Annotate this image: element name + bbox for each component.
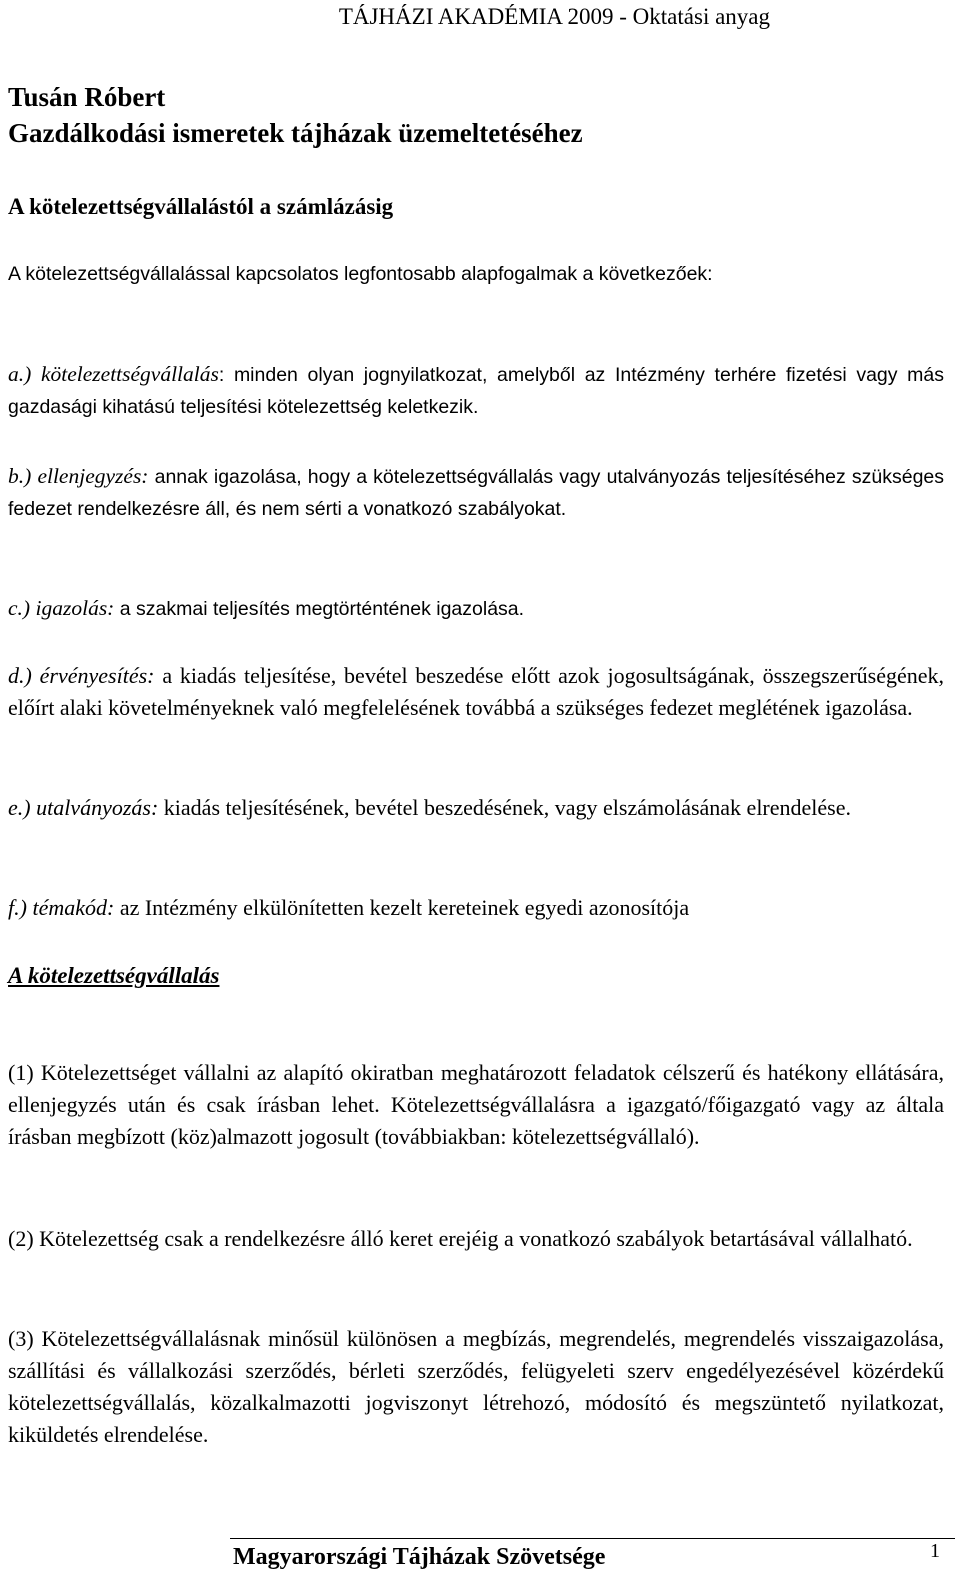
definition-term: érvényesítés: [39, 663, 155, 688]
intro-paragraph: A kötelezettségvállalással kapcsolatos legfontosabb alapfogalmak a következőek: [8, 263, 713, 285]
definition-text: az Intézmény elkülönítetten kezelt kereteinek egyedi azonosítója [114, 895, 690, 920]
footer-divider [230, 1538, 955, 1539]
definition-label: f.) [8, 895, 27, 920]
definition-b [8, 460, 944, 525]
definition-text: minden olyan jognyilatkozat, amelyből az Intézmény terhére fizetési vagy más gazdasági kihatású teljesítési kötelezettség keletkezik. [8, 364, 944, 418]
section-heading: A kötelezettségvállalás [8, 963, 220, 988]
definition-text: kiadás teljesítésének, bevétel beszedésének, vagy elszámolásának elrendelése. [158, 795, 851, 820]
definition-text: annak igazolása, hogy a kötelezettségvállalás vagy utalványozás teljesítéséhez szükséges fedezet rendelkezésre áll, és nem sérti a vonatkozó szabályokat. [8, 466, 945, 520]
definition-term: ellenjegyzés: [37, 464, 149, 488]
paragraph-1: (1) Kötelezettséget vállalni az alapító okiratban meghatározott feladatok célszerű és hatékony ellátására, ellenjegyzés után és csak írásban lehet. Kötelezettségvállalásra a igazgató/főigazgató vagy az általa írásban megbízott (köz)almazott jogosult (továbbiakban: kötelezettségvállaló). [8, 1060, 944, 1149]
page-number: 1 [930, 1540, 940, 1562]
definition-label: d.) [8, 663, 32, 688]
definition-term: utalványozás: [36, 795, 159, 820]
definition-term: témakód: [32, 895, 115, 920]
definition-label: b.) [8, 464, 32, 488]
definition-c [8, 592, 944, 625]
definition-a [8, 358, 944, 423]
definition-sep: : [218, 364, 225, 386]
definition-text: a szakmai teljesítés megtörténtének igazolása. [114, 598, 525, 620]
page-header [0, 4, 770, 30]
document-title: Gazdálkodási ismeretek tájházak üzemeltetéséhez [8, 118, 583, 148]
document-subtitle: A kötelezettségvállalástól a számlázásig [8, 194, 394, 219]
definition-f [8, 892, 944, 924]
definition-text: a kiadás teljesítése, bevétel beszedése előtt azok jogosultságának, összegszerűségének, előírt alaki követelményeknek való megfelelésének továbbá a szükséges fedezet meglétének igazolása. [8, 663, 944, 720]
definition-term: igazolás: [35, 596, 115, 620]
definition-term: kötelezettségvállalás [40, 362, 219, 386]
definition-label: a.) [8, 362, 32, 386]
definition-label: e.) [8, 795, 31, 820]
footer-organization: Magyarországi Tájházak Szövetsége [233, 1544, 606, 1570]
definition-label: c.) [8, 596, 31, 620]
header-text: TÁJHÁZI AKADÉMIA 2009 - Oktatási anyag [338, 4, 770, 29]
paragraph-2: (2) Kötelezettség csak a rendelkezésre álló keret erejéig a vonatkozó szabályok betartásával vállalható. [8, 1226, 913, 1251]
definition-d [8, 660, 944, 724]
definition-e [8, 792, 944, 824]
author-name: Tusán Róbert [8, 82, 166, 112]
paragraph-3: (3) Kötelezettségvállalásnak minősül különösen a megbízás, megrendelés, megrendelés visszaigazolása, szállítási és vállalkozási szerződés, bérleti szerződés, felügyeleti szerv engedélyezésével közérdekű kötelezettségvállalás, közalkalmazotti jogviszonyt létrehozó, módosító és megszüntető nyilatkozat, kiküldetés elrendelése. [8, 1326, 944, 1447]
